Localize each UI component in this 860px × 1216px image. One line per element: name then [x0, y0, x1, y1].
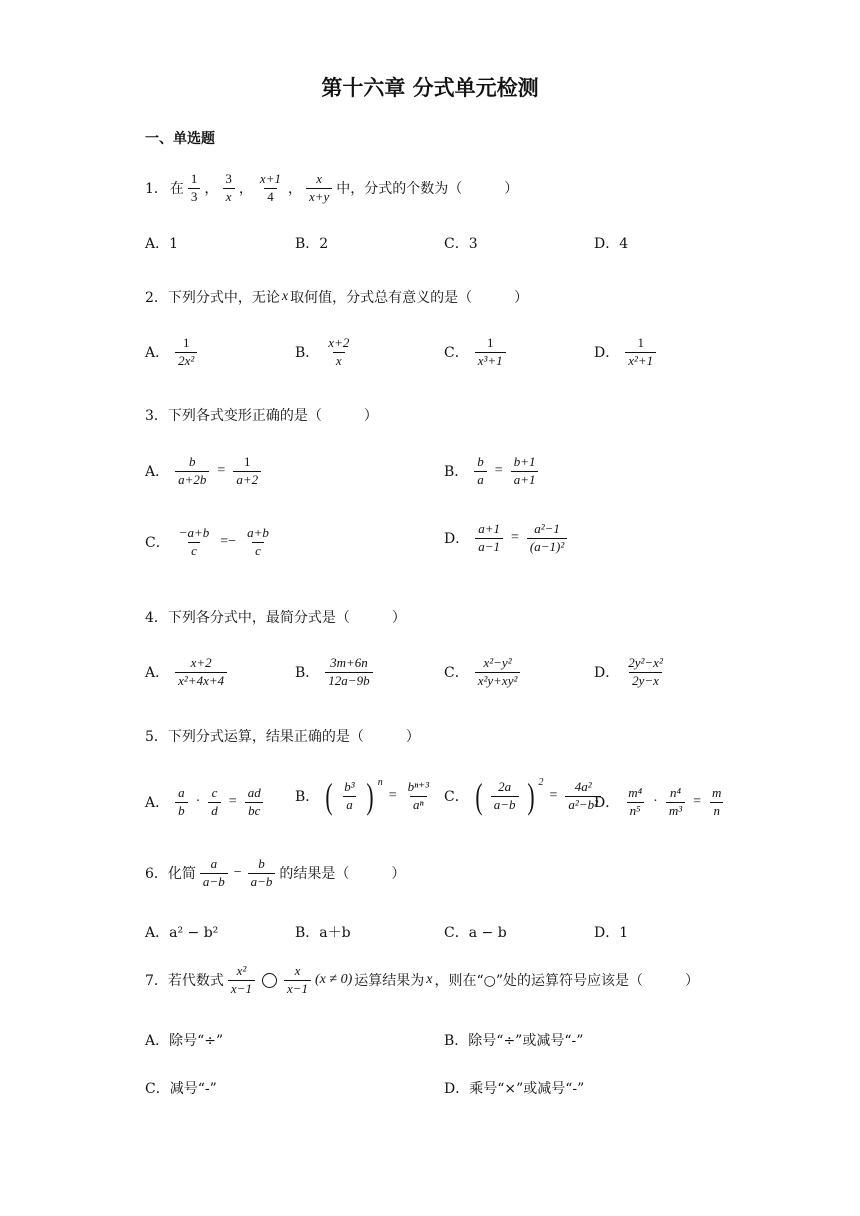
- q5-option-c[interactable]: C． ( $\frac{2a}{a-b}$ ) 2 = $\frac{\text{4a²}}{\text{a²−b²}}$: [444, 778, 603, 814]
- q7-option-d[interactable]: D．乘号“×”或减号“-”: [444, 1081, 585, 1097]
- q1-option-d[interactable]: D．4: [594, 236, 629, 252]
- q2-option-b[interactable]: B． $\frac{x+2}{x}$: [295, 335, 350, 368]
- q1-suffix: 中，分式的个数为（ ）: [336, 181, 519, 198]
- q7-option-b[interactable]: B．除号“÷”或减号“-”: [444, 1033, 584, 1049]
- q1-fraction-1: $\frac{1}{3}$: [188, 172, 201, 205]
- question-5: 5．下列分式运算，结果正确的是（ ）: [145, 729, 420, 745]
- q2-option-d[interactable]: D． $\frac{1}{\text{x²+1}}$: [594, 336, 658, 369]
- q4-option-c[interactable]: C． $\frac{\text{x²−y²}}{\text{x²y+xy²}}$: [444, 656, 522, 689]
- question-1: 1． 在 $\frac{1}{3}$ ， $\frac{3}{x}$ ， $\frac{x+1}{4}$ ， $\frac{x}{x+y}$ 中，分式的个数为（ ）: [145, 171, 519, 204]
- question-3: 3．下列各式变形正确的是（ ）: [145, 408, 378, 424]
- q3-option-a[interactable]: A． $\frac{b}{a+2b}$ = $\frac{1}{a+2}$: [145, 455, 263, 488]
- page-title: 第十六章 分式单元检测: [321, 76, 539, 100]
- q2-option-c[interactable]: C． $\frac{1}{\text{x³+1}}$: [444, 336, 508, 369]
- q3-option-d[interactable]: D． $\frac{a+1}{a-1}$ = $\frac{\text{a²−1}}{\text{(a−1)²}}$: [444, 522, 569, 555]
- q6-option-c[interactable]: C．a − b: [444, 925, 507, 941]
- q1-option-c[interactable]: C．3: [444, 236, 478, 252]
- q1-fraction-3: $\frac{x+1}{4}$: [259, 171, 281, 204]
- q1-number: 1．: [145, 181, 168, 198]
- question-2: 2．下列分式中，无论 x 取何值，分式总有意义的是（ ）: [145, 289, 529, 306]
- q1-option-a[interactable]: A．1: [145, 236, 179, 252]
- q2-option-a[interactable]: A． $\frac{1}{\text{2x²}}$: [145, 336, 199, 369]
- q1-prefix: 在: [169, 181, 184, 198]
- q3-option-b[interactable]: B． $\frac{b}{a}$ = $\frac{b+1}{a+1}$: [444, 455, 540, 488]
- q1-fraction-2: $\frac{3}{x}$: [222, 172, 235, 205]
- q7-option-c[interactable]: C．减号“-”: [145, 1081, 217, 1097]
- question-6: 6．化简 $\frac{a}{a-b}$ − $\frac{b}{a-b}$ 的结果是（ ）: [145, 856, 406, 889]
- q7-option-a[interactable]: A．除号“÷”: [145, 1033, 224, 1049]
- q6-option-b[interactable]: B．a＋b: [295, 925, 351, 941]
- operator-circle-icon: [262, 973, 277, 988]
- question-7: 7．若代数式 $\frac{\text{x²}}{x-1}$ $\frac{x}{x-1}$ (x ≠ 0) 运算结果为 x ，则在“○”处的运算符号应该是（ ）: [145, 963, 699, 996]
- question-4: 4．下列各分式中，最简分式是（ ）: [145, 610, 406, 626]
- q6-option-a[interactable]: A．a² − b²: [145, 925, 219, 941]
- q5-option-d[interactable]: D． $\frac{\text{m⁴}}{\text{n⁵}}$ · $\frac{\text{n⁴}}{\text{m³}}$ = $\frac{m}{n}$: [594, 785, 722, 818]
- section-heading: 一、单选题: [145, 131, 215, 147]
- q4-option-d[interactable]: D． $\frac{\text{2y²−x²}}{2y-x}$: [594, 655, 663, 688]
- q5-option-b[interactable]: B． ( $\frac{\text{b³}}{a}$ ) n = $\frac{\text{bⁿ⁺³}}{\text{aⁿ}}$: [295, 776, 429, 816]
- q6-option-d[interactable]: D．1: [594, 925, 629, 941]
- q3-option-c[interactable]: C． $\frac{-a+b}{c}$ =− $\frac{a+b}{c}$: [145, 525, 269, 558]
- q4-option-a[interactable]: A． $\frac{x+2}{\text{x²+4x+4}}$: [145, 656, 229, 689]
- q1-fraction-4: $\frac{x}{x+y}$: [306, 172, 332, 205]
- q4-option-b[interactable]: B． $\frac{3m+6n}{12a-9b}$: [295, 656, 375, 689]
- q1-option-b[interactable]: B．2: [295, 236, 329, 252]
- q5-option-a[interactable]: A． $\frac{a}{b}$ · $\frac{c}{d}$ = $\frac{ad}{bc}$: [145, 786, 266, 819]
